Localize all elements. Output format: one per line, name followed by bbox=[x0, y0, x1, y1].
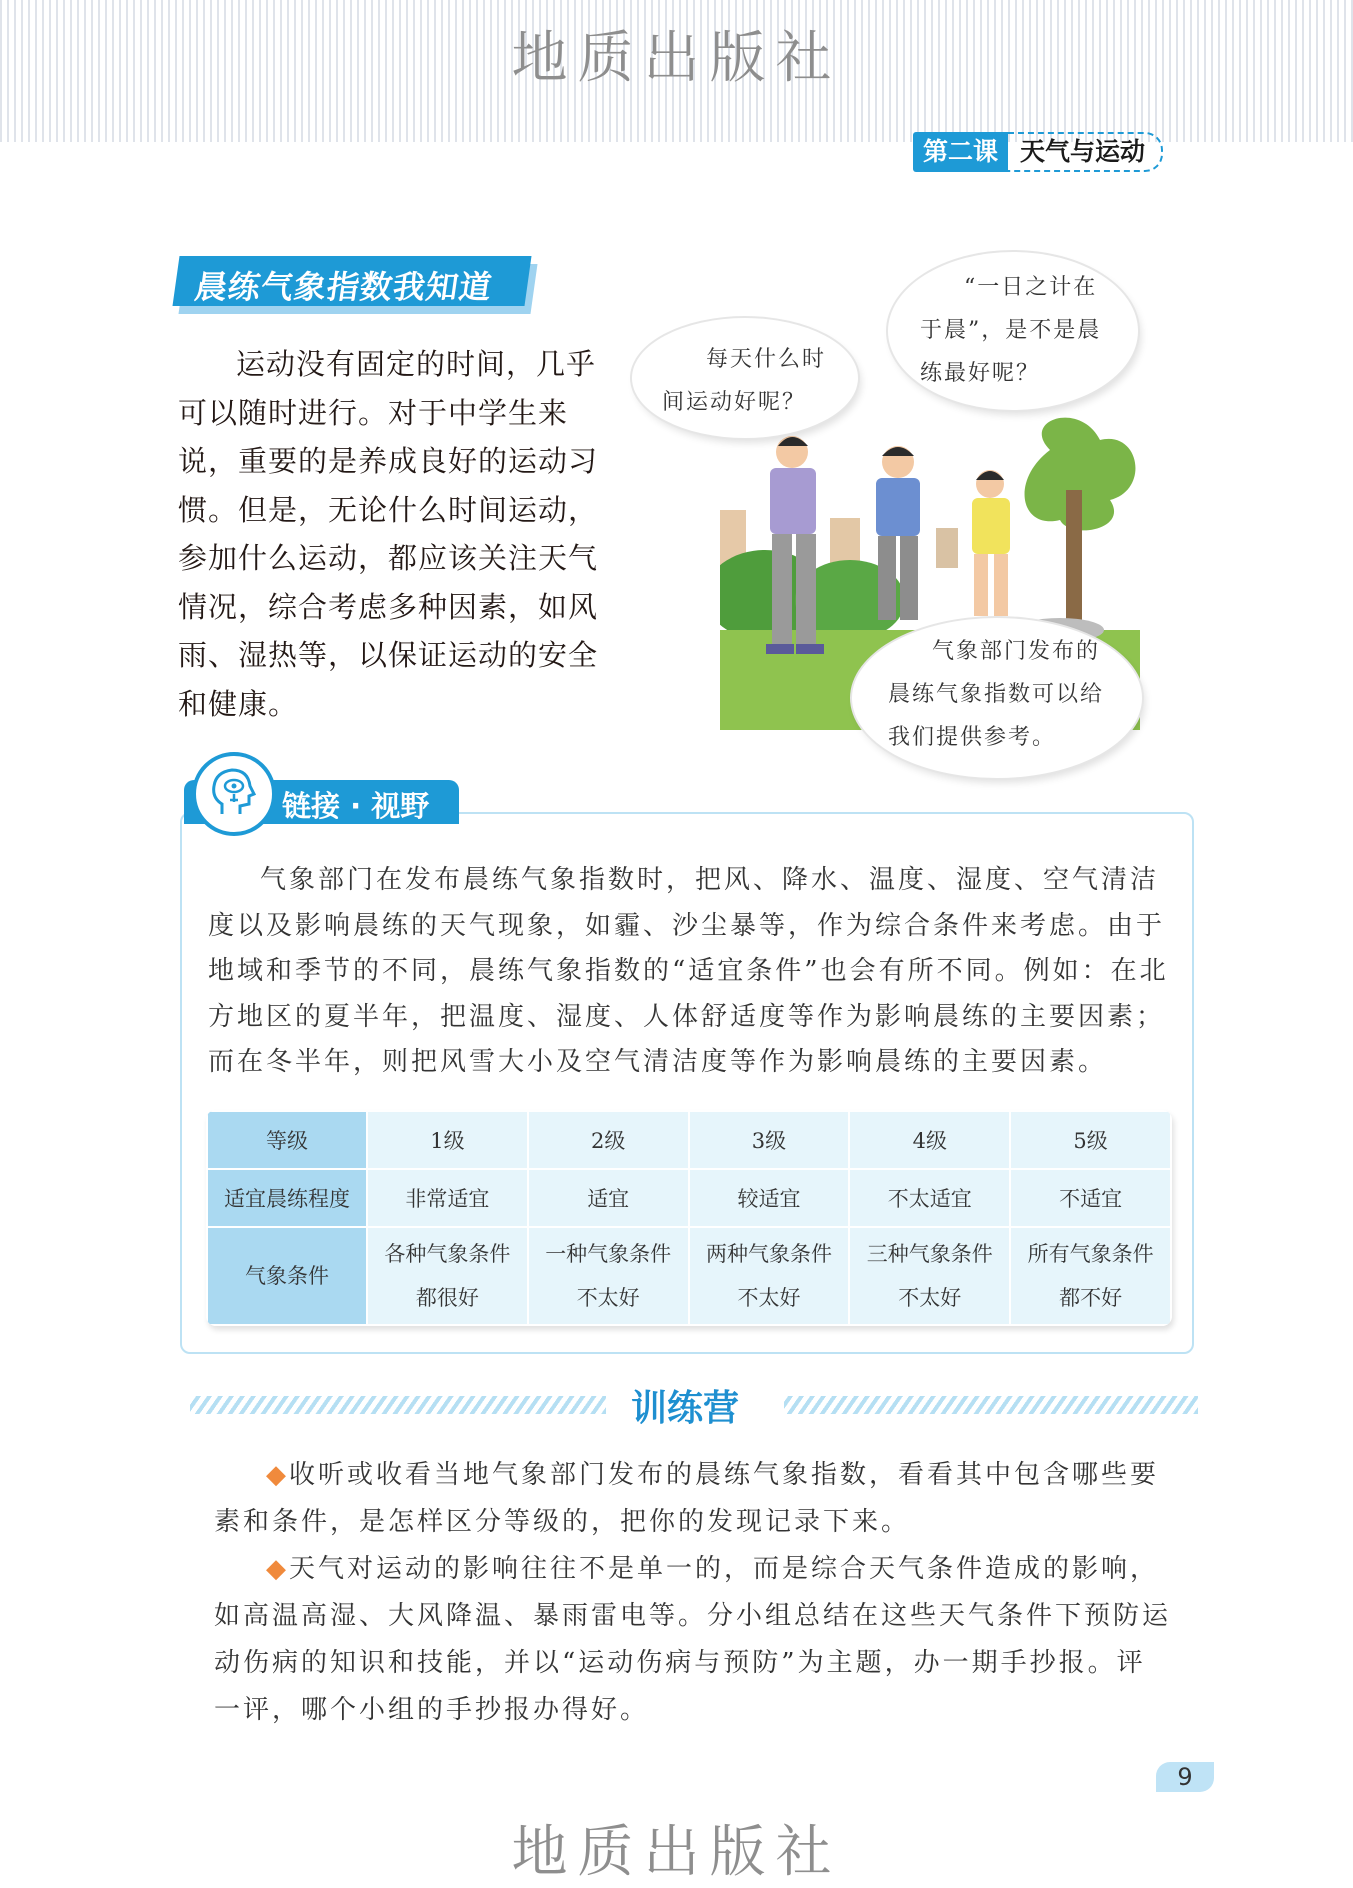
table-cell: 三种气象条件 不太好 bbox=[849, 1227, 1010, 1325]
intro-paragraph: 运动没有固定的时间，几乎可以随时进行。对于中学生来说，重要的是养成良好的运动习惯。但是，无论什么时间运动，参加什么运动，都应该关注天气情况，综合考虑多种因素，如风雨、湿热等，以保证运动的安全和健康。 bbox=[178, 347, 599, 721]
table-row bbox=[207, 1227, 1171, 1325]
camp-deco-right bbox=[784, 1396, 1198, 1414]
camp-deco-left bbox=[190, 1396, 606, 1414]
link-paragraph: 气象部门在发布晨练气象指数时，把风、降水、温度、湿度、空气清洁度以及影响晨练的天气现象，如霾、沙尘暴等，作为综合条件来考虑。由于地域和季节的不同，晨练气象指数的“适宜条件”也会有所不同。例如：在北方地区的夏半年，把温度、湿度、人体舒适度等作为影响晨练的主要因素；而在冬半年，则把风雪大小及空气清洁度等作为影响晨练的主要因素。 bbox=[208, 865, 1169, 1077]
watermark-top: 地质出版社 bbox=[511, 26, 842, 91]
table-cell: 不太适宜 bbox=[849, 1169, 1010, 1227]
table-cell: 不适宜 bbox=[1010, 1169, 1171, 1227]
speech-bubble-1 bbox=[632, 318, 858, 438]
speech-bubble-3 bbox=[852, 618, 1142, 778]
table-cell: 非常适宜 bbox=[367, 1169, 528, 1227]
speech-bubble-2-text: “一日之计在于晨”，是不是晨练最好呢？ bbox=[920, 275, 1102, 386]
page-number: 9 bbox=[1156, 1762, 1214, 1792]
head-eye-icon bbox=[192, 752, 276, 836]
table-row-label: 适宜晨练程度 bbox=[207, 1169, 367, 1227]
table-cell: 各种气象条件 都很好 bbox=[367, 1227, 528, 1325]
table-cell: 3级 bbox=[689, 1111, 850, 1169]
watermark-bottom: 地质出版社 bbox=[511, 1820, 842, 1885]
table-row bbox=[207, 1111, 1171, 1169]
link-header bbox=[184, 752, 459, 822]
link-title: 链接 · 视野 bbox=[282, 789, 430, 823]
table-cell: 两种气象条件 不太好 bbox=[689, 1227, 850, 1325]
lesson-number: 第二课 bbox=[913, 132, 1008, 172]
speech-bubble-2 bbox=[888, 252, 1138, 410]
camp-title: 训练营 bbox=[630, 1388, 739, 1429]
section-title-banner bbox=[176, 256, 540, 316]
diamond-icon: ◆ bbox=[266, 1554, 289, 1584]
table-row-label: 气象条件 bbox=[207, 1227, 367, 1325]
section-title: 晨练气象指数我知道 bbox=[192, 268, 495, 306]
speech-bubble-1-text: 每天什么时间运动好呢？ bbox=[662, 347, 827, 415]
table-cell: 4级 bbox=[849, 1111, 1010, 1169]
table-cell: 2级 bbox=[528, 1111, 689, 1169]
morning-exercise-index-table bbox=[206, 1110, 1172, 1326]
lesson-title: 天气与运动 bbox=[1008, 132, 1163, 172]
table-row-label: 等级 bbox=[207, 1111, 367, 1169]
diamond-icon: ◆ bbox=[266, 1460, 289, 1490]
camp-item-2: ◆天气对运动的影响往往不是单一的，而是综合天气条件造成的影响，如高温高湿、大风降温、暴雨雷电等。分小组总结在这些天气条件下预防运动伤病的知识和技能，并以“运动伤病与预防”为主题，办一期手抄报。评一评，哪个小组的手抄报办得好。 bbox=[214, 1554, 1172, 1725]
table-cell: 5级 bbox=[1010, 1111, 1171, 1169]
table-cell: 适宜 bbox=[528, 1169, 689, 1227]
table-cell: 1级 bbox=[367, 1111, 528, 1169]
table-cell: 较适宜 bbox=[689, 1169, 850, 1227]
table-row bbox=[207, 1169, 1171, 1227]
lesson-tag bbox=[913, 132, 1163, 172]
camp-item-1: ◆收听或收看当地气象部门发布的晨练气象指数，看看其中包含哪些要素和条件，是怎样区分等级的，把你的发现记录下来。 bbox=[214, 1460, 1160, 1537]
speech-bubble-3-text: 气象部门发布的晨练气象指数可以给我们提供参考。 bbox=[888, 639, 1105, 750]
table-cell: 所有气象条件 都不好 bbox=[1010, 1227, 1171, 1325]
table-cell: 一种气象条件 不太好 bbox=[528, 1227, 689, 1325]
